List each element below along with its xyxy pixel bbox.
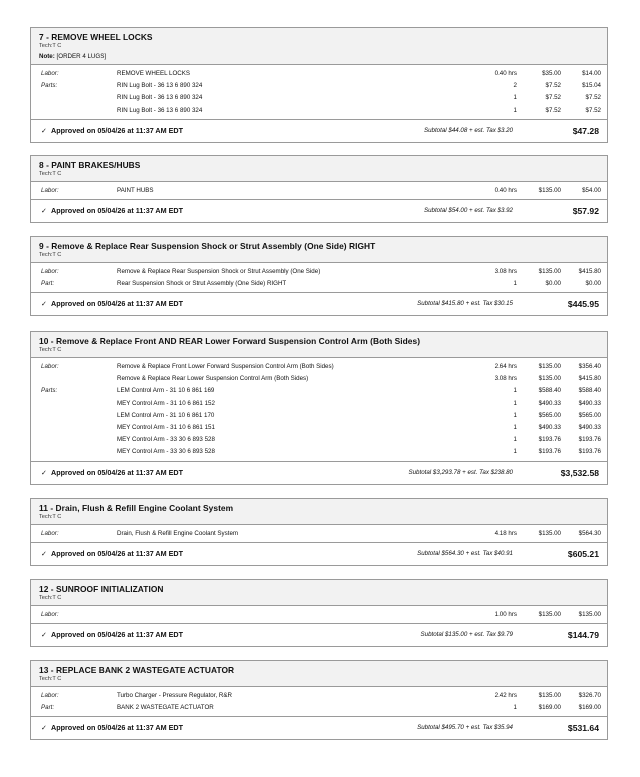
line-rate: $135.00 (538, 268, 561, 275)
line-item (31, 422, 607, 434)
approval-text: Approved on 05/04/26 at 11:37 AM EDT (51, 723, 183, 733)
line-rate: $135.00 (538, 530, 561, 537)
line-rate: $565.00 (538, 411, 561, 419)
line-qty: 1.00 hrs (494, 611, 517, 618)
line-amount: $326.70 (578, 692, 601, 699)
line-desc: Turbo Charger - Pressure Regulator, R&R (117, 692, 232, 699)
line-item (31, 373, 607, 385)
job-footer (31, 120, 607, 142)
line-desc: REMOVE WHEEL LOCKS (117, 70, 191, 77)
check-icon: ✓ (41, 549, 48, 559)
approval-text: Approved on 05/04/26 at 11:37 AM EDT (51, 467, 183, 477)
line-desc: LEM Control Arm - 31 10 6 861 170 (117, 411, 215, 419)
line-item (31, 410, 607, 422)
job-tech: Tech:T C (39, 43, 62, 49)
line-amount: $490.33 (578, 399, 601, 407)
approval-text: Approved on 05/04/26 at 11:37 AM EDT (51, 630, 183, 640)
job-subtotal: Subtotal $3,293.78 + est. Tax $238.80 (408, 468, 513, 476)
job-lines (31, 606, 607, 624)
line-amount: $490.33 (578, 423, 601, 431)
line-rate: $135.00 (538, 375, 561, 383)
approval-status (41, 200, 183, 222)
line-desc: BANK 2 WASTEGATE ACTUATOR (117, 704, 214, 712)
job-card-7 (30, 27, 608, 143)
line-desc: RIN Lug Bolt - 36 13 6 890 324 (117, 94, 203, 102)
line-rate: $490.33 (538, 399, 561, 407)
line-item (31, 446, 607, 458)
job-total: $445.95 (567, 299, 599, 310)
line-label: Labor: (41, 268, 59, 275)
job-total: $57.92 (572, 206, 599, 217)
approval-text: Approved on 05/04/26 at 11:37 AM EDT (51, 206, 183, 216)
line-label: Labor: (41, 70, 59, 77)
line-desc: Remove & Replace Rear Suspension Shock or Strut Assembly (One Side) (117, 268, 321, 275)
line-qty: 3.08 hrs (494, 268, 517, 275)
line-rate: $490.33 (538, 423, 561, 431)
approval-text: Approved on 05/04/26 at 11:37 AM EDT (51, 549, 183, 559)
line-label: Part: (41, 280, 55, 288)
check-icon: ✓ (41, 630, 48, 640)
line-qty: 0.40 hrs (494, 187, 517, 194)
job-title: 10 - Remove & Replace Front AND REAR Lower Forward Suspension Control Arm (Both Sides) (39, 336, 421, 346)
line-label: Labor: (41, 187, 59, 194)
line-amount: $193.76 (578, 436, 601, 444)
job-tech: Tech:T C (39, 676, 62, 682)
job-title: 11 - Drain, Flush & Refill Engine Coolant System (39, 503, 234, 513)
job-lines (31, 65, 607, 120)
job-header (31, 661, 607, 687)
job-total: $144.79 (567, 630, 599, 641)
job-header (31, 332, 607, 358)
job-lines (31, 358, 607, 462)
line-item (31, 385, 607, 397)
approval-status (41, 717, 183, 739)
check-icon: ✓ (41, 467, 48, 477)
line-desc: RIN Lug Bolt - 36 13 6 890 324 (117, 106, 203, 114)
line-item (31, 361, 607, 373)
line-item (31, 92, 607, 104)
note-label: Note: (39, 53, 55, 60)
job-subtotal: Subtotal $415.80 + est. Tax $30.15 (417, 300, 513, 308)
line-amount: $7.52 (585, 94, 601, 102)
job-total: $3,532.58 (560, 467, 599, 478)
line-qty: 2 (513, 82, 517, 90)
line-label: Parts: (41, 387, 58, 395)
job-tech: Tech:T C (39, 252, 62, 258)
line-label: Labor: (41, 611, 59, 618)
line-item (31, 105, 607, 117)
job-total: $531.64 (567, 723, 599, 734)
line-rate: $7.52 (545, 82, 561, 90)
job-lines (31, 525, 607, 543)
line-item (31, 702, 607, 714)
line-qty: 3.08 hrs (494, 375, 517, 383)
line-amount: $7.52 (585, 106, 601, 114)
line-desc: LEM Control Arm - 31 10 6 861 169 (117, 387, 215, 395)
line-rate: $135.00 (538, 363, 561, 370)
job-header (31, 499, 607, 525)
line-amount: $588.40 (578, 387, 601, 395)
job-tech: Tech:T C (39, 514, 62, 520)
job-footer (31, 293, 607, 315)
line-qty: 1 (513, 411, 517, 419)
job-tech: Tech:T C (39, 595, 62, 601)
job-header (31, 156, 607, 182)
job-subtotal: Subtotal $564.30 + est. Tax $40.91 (417, 550, 513, 558)
job-card-10 (30, 331, 608, 485)
line-label: Labor: (41, 530, 59, 537)
line-item (31, 434, 607, 446)
job-title: 8 - PAINT BRAKES/HUBS (39, 160, 141, 170)
job-card-8 (30, 155, 608, 223)
line-desc: MEY Control Arm - 31 10 6 861 152 (117, 399, 215, 407)
job-total: $605.21 (567, 549, 599, 560)
line-rate: $7.52 (545, 106, 561, 114)
line-label: Labor: (41, 692, 59, 699)
line-amount: $14.00 (582, 70, 601, 77)
line-amount: $356.40 (578, 363, 601, 370)
line-amount: $193.76 (578, 448, 601, 456)
job-card-12 (30, 579, 608, 647)
line-rate: $193.76 (538, 436, 561, 444)
job-card-11 (30, 498, 608, 566)
line-rate: $135.00 (538, 187, 561, 194)
line-desc: MEY Control Arm - 33 30 6 893 528 (117, 436, 215, 444)
line-qty: 1 (513, 106, 517, 114)
job-subtotal: Subtotal $135.00 + est. Tax $9.79 (420, 631, 513, 639)
job-subtotal: Subtotal $495.70 + est. Tax $35.94 (417, 724, 513, 732)
job-tech: Tech:T C (39, 347, 62, 353)
line-desc: MEY Control Arm - 33 30 6 893 528 (117, 448, 215, 456)
line-item (31, 398, 607, 410)
line-qty: 1 (513, 448, 517, 456)
line-amount: $565.00 (578, 411, 601, 419)
line-amount: $0.00 (585, 280, 601, 288)
line-desc: Remove & Replace Rear Lower Suspension Control Arm (Both Sides) (117, 375, 309, 383)
line-rate: $169.00 (538, 704, 561, 712)
job-note (39, 52, 599, 61)
note-text: [ORDER 4 LUGS] (56, 53, 107, 60)
line-desc: RIN Lug Bolt - 36 13 6 890 324 (117, 82, 203, 90)
line-qty: 1 (513, 399, 517, 407)
line-item (31, 185, 607, 197)
check-icon: ✓ (41, 206, 48, 216)
approval-status (41, 120, 183, 142)
job-title: 9 - Remove & Replace Rear Suspension Shock or Strut Assembly (One Side) RIGHT (39, 241, 376, 251)
line-item (31, 266, 607, 278)
line-label: Labor: (41, 363, 59, 370)
line-rate: $135.00 (538, 692, 561, 699)
line-rate: $135.00 (538, 611, 561, 618)
line-item (31, 80, 607, 92)
approval-status (41, 624, 183, 646)
job-footer (31, 200, 607, 222)
line-amount: $169.00 (578, 704, 601, 712)
line-amount: $564.30 (578, 530, 601, 537)
job-lines (31, 687, 607, 717)
line-qty: 2.64 hrs (494, 363, 517, 370)
line-amount: $415.80 (578, 268, 601, 275)
line-rate: $588.40 (538, 387, 561, 395)
job-footer (31, 543, 607, 565)
approval-status (41, 543, 183, 565)
line-item (31, 690, 607, 702)
line-rate: $0.00 (545, 280, 561, 288)
job-footer (31, 462, 607, 484)
line-desc: MEY Control Arm - 31 10 6 861 151 (117, 423, 215, 431)
job-subtotal: Subtotal $54.00 + est. Tax $3.92 (423, 207, 513, 215)
line-qty: 2.42 hrs (494, 692, 517, 699)
line-rate: $193.76 (538, 448, 561, 456)
job-header (31, 237, 607, 263)
line-label: Part: (41, 704, 55, 712)
line-qty: 1 (513, 387, 517, 395)
line-amount: $15.04 (582, 82, 601, 90)
approval-text: Approved on 05/04/26 at 11:37 AM EDT (51, 299, 183, 309)
line-qty: 1 (513, 423, 517, 431)
check-icon: ✓ (41, 723, 48, 733)
job-title: 13 - REPLACE BANK 2 WASTEGATE ACTUATOR (39, 665, 235, 675)
line-rate: $7.52 (545, 94, 561, 102)
line-label: Parts: (41, 82, 58, 90)
approval-status (41, 293, 183, 315)
line-qty: 1 (513, 280, 517, 288)
line-qty: 1 (513, 94, 517, 102)
line-amount: $415.80 (578, 375, 601, 383)
line-desc: Rear Suspension Shock or Strut Assembly (One Side) RIGHT (117, 280, 287, 288)
job-total: $47.28 (572, 125, 599, 136)
line-desc: PAINT HUBS (117, 187, 154, 194)
job-footer (31, 717, 607, 739)
job-lines (31, 263, 607, 293)
line-item (31, 278, 607, 290)
job-tech: Tech:T C (39, 171, 62, 177)
line-item (31, 609, 607, 621)
line-qty: 1 (513, 704, 517, 712)
line-item (31, 68, 607, 80)
check-icon: ✓ (41, 125, 48, 135)
approval-status (41, 462, 183, 484)
line-qty: 4.18 hrs (494, 530, 517, 537)
approval-text: Approved on 05/04/26 at 11:37 AM EDT (51, 125, 183, 135)
line-desc: Drain, Flush & Refill Engine Coolant System (117, 530, 239, 537)
job-title: 7 - REMOVE WHEEL LOCKS (39, 32, 153, 42)
job-footer (31, 624, 607, 646)
line-amount: $54.00 (582, 187, 601, 194)
job-header (31, 28, 607, 65)
job-subtotal: Subtotal $44.08 + est. Tax $3.20 (423, 126, 513, 134)
line-desc: Remove & Replace Front Lower Forward Suspension Control Arm (Both Sides) (117, 363, 334, 370)
job-lines (31, 182, 607, 200)
job-header (31, 580, 607, 606)
line-rate: $35.00 (542, 70, 561, 77)
job-title: 12 - SUNROOF INITIALIZATION (39, 584, 164, 594)
line-amount: $135.00 (578, 611, 601, 618)
line-item (31, 528, 607, 540)
job-card-9 (30, 236, 608, 316)
job-card-13 (30, 660, 608, 740)
check-icon: ✓ (41, 299, 48, 309)
line-qty: 1 (513, 436, 517, 444)
line-qty: 0.40 hrs (494, 70, 517, 77)
